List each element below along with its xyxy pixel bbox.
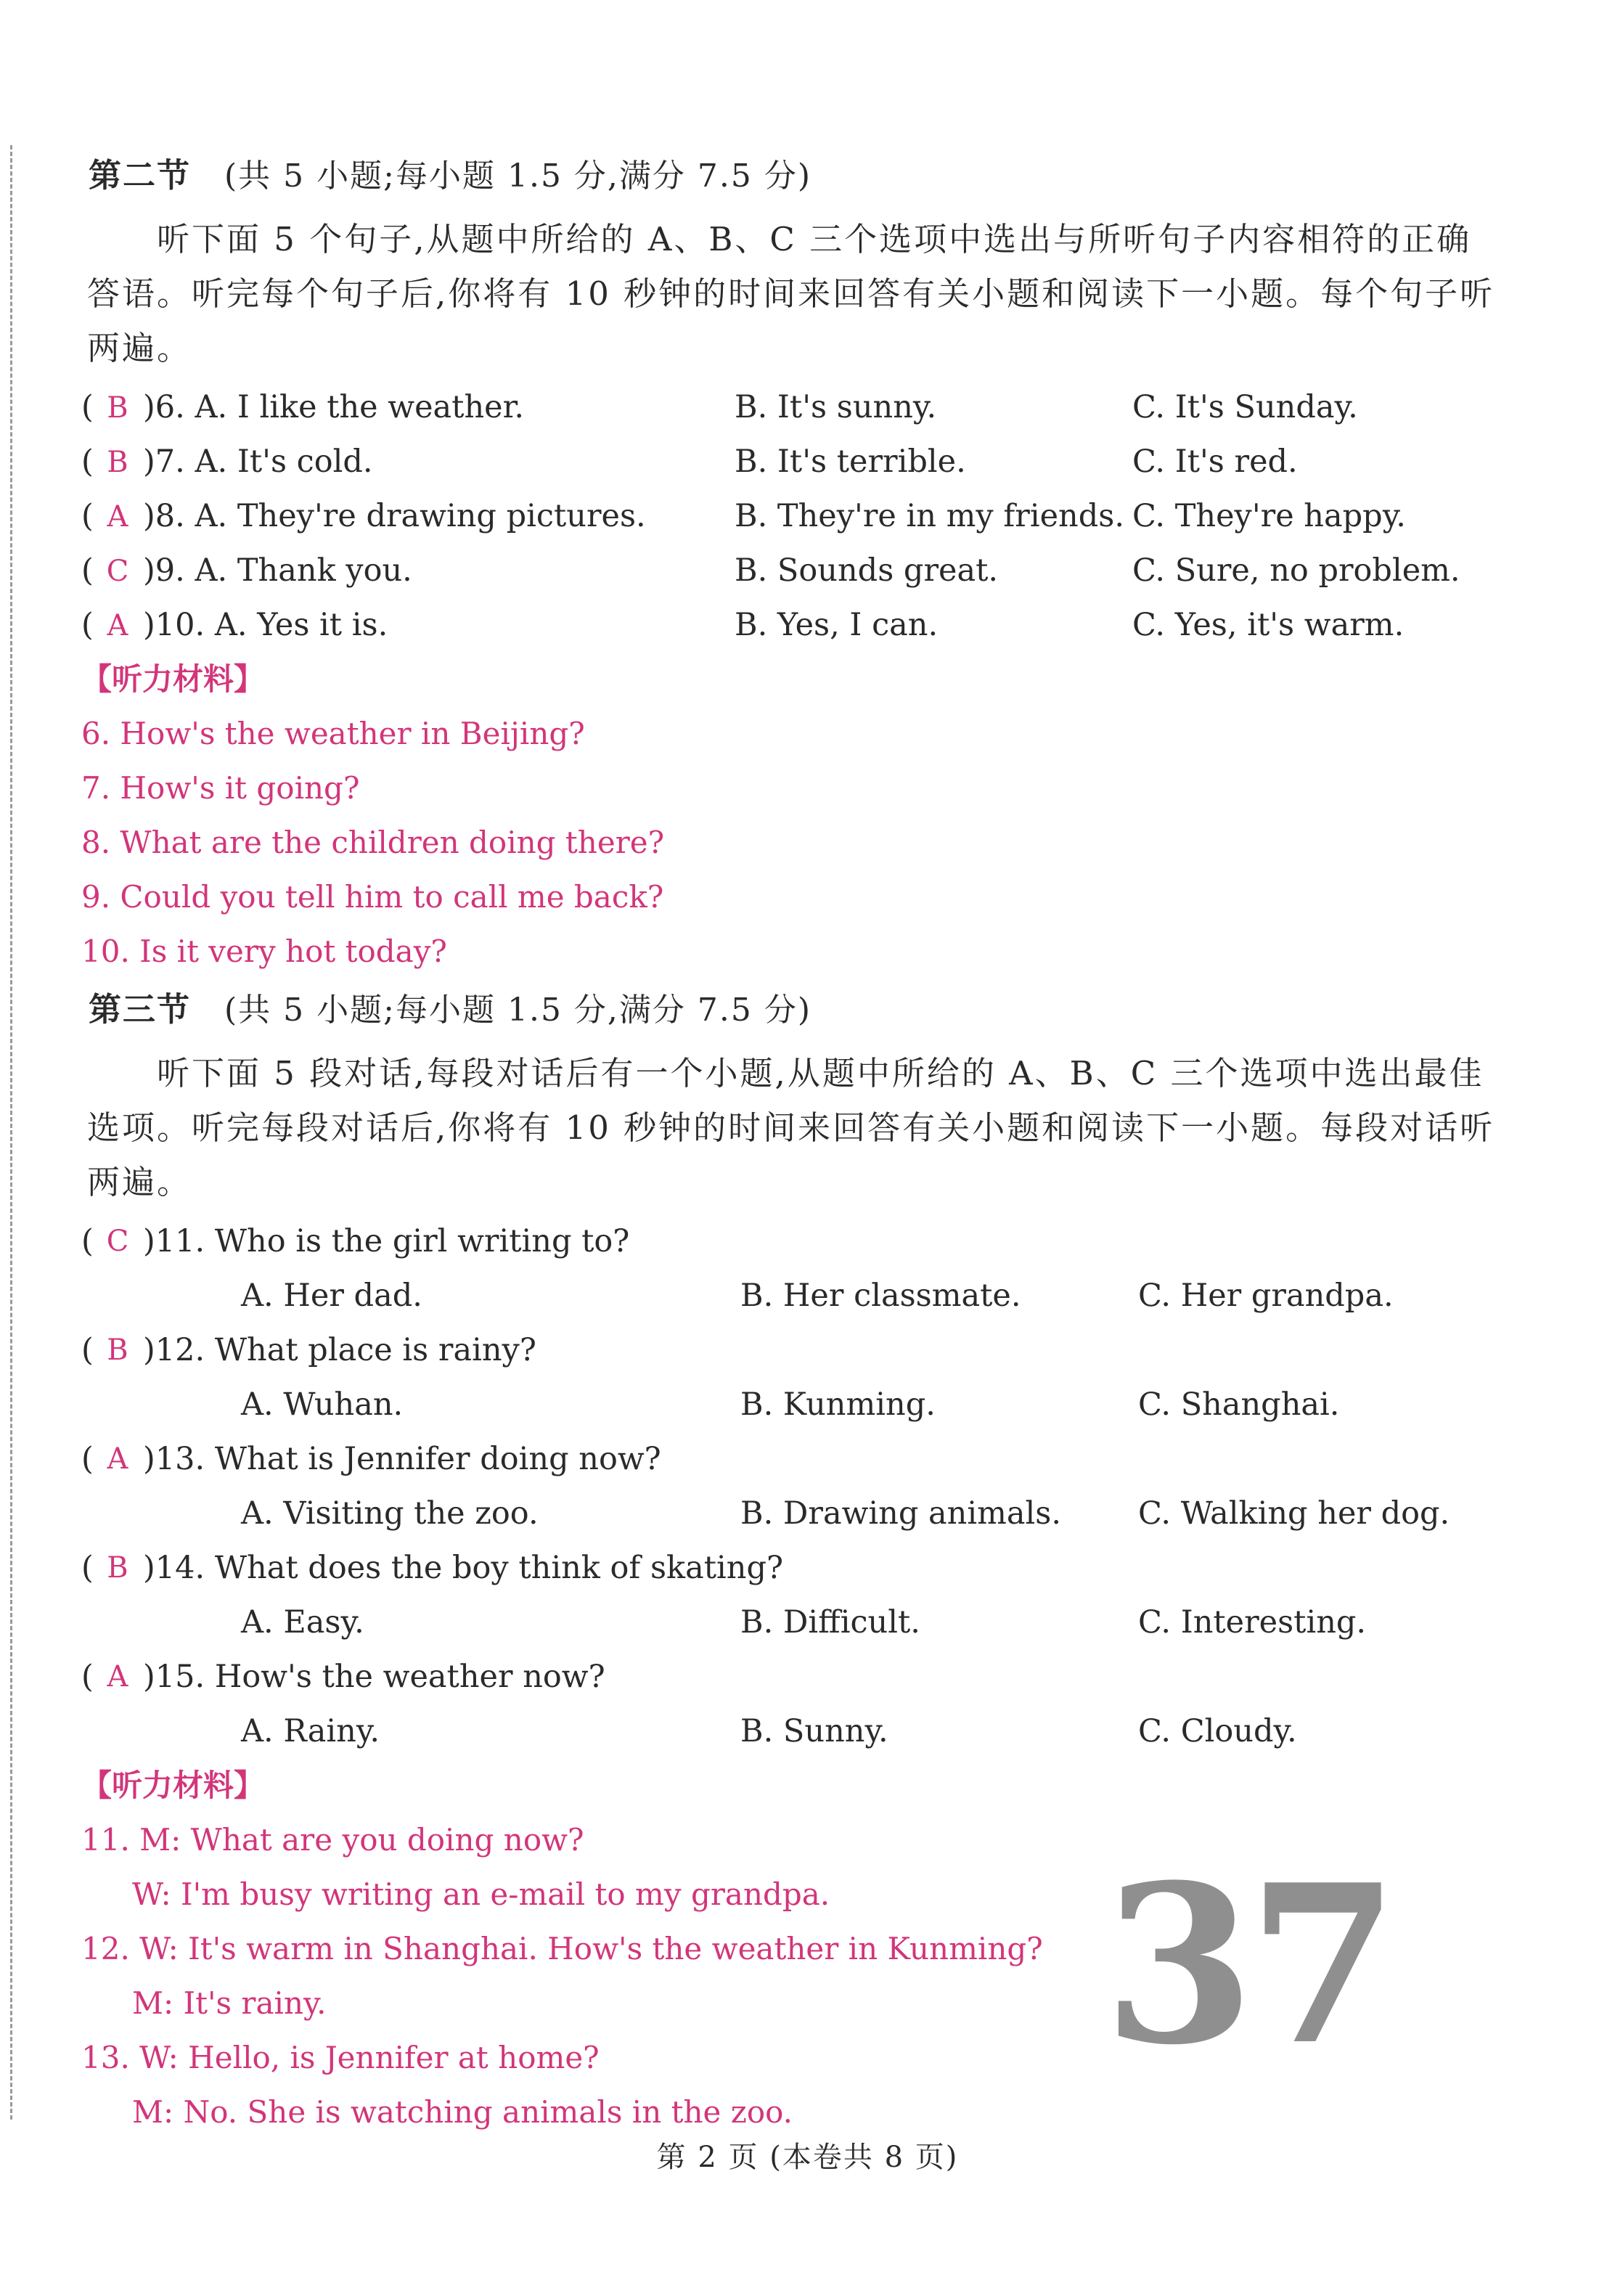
option-b: B. Yes, I can. <box>735 606 939 643</box>
answer-mark: C <box>106 554 129 588</box>
question-stem: )6. A. I like the weather. <box>143 388 525 425</box>
material-line: 7. How's it going? <box>81 770 360 806</box>
option-c: C. Sure, no problem. <box>1132 552 1460 589</box>
option-b: B. They're in my friends. <box>735 497 1125 534</box>
option-c: C. Shanghai. <box>1138 1386 1340 1423</box>
options-row <box>81 1486 1504 1540</box>
answer-mark: B <box>107 391 128 425</box>
section2-heading <box>89 149 1504 196</box>
answer-mark: B <box>107 445 128 479</box>
options-row <box>81 1595 1504 1649</box>
section2-material-label: 【听力材料】 <box>81 661 265 697</box>
material-line: 8. What are the children doing there? <box>81 825 665 860</box>
question-row: ( A )10. A. Yes it is. B. Yes, I can. C. Yes, it's warm. <box>81 597 1504 652</box>
option-c: C. Yes, it's warm. <box>1132 606 1405 643</box>
section2-note: (共 5 小题;每小题 1.5 分,满分 7.5 分) <box>224 158 812 195</box>
answer-mark: C <box>106 1224 129 1258</box>
question-stem: )11. Who is the girl writing to? <box>143 1222 630 1259</box>
option-a: A. Visiting the zoo. <box>241 1495 539 1532</box>
option-c: C. Her grandpa. <box>1138 1277 1394 1314</box>
option-b: B. Sounds great. <box>735 552 999 589</box>
question-row: ( B )14. What does the boy think of skating? <box>81 1549 784 1586</box>
option-c: C. Interesting. <box>1138 1603 1367 1641</box>
question-stem: )10. A. Yes it is. <box>143 606 388 643</box>
option-c: C. It's Sunday. <box>1132 388 1358 425</box>
question-stem: )12. What place is rainy? <box>143 1331 536 1368</box>
answer-mark: A <box>107 499 128 534</box>
material-line: 13. W: Hello, is Jennifer at home? <box>81 2040 600 2075</box>
option-b: B. Difficult. <box>740 1603 920 1641</box>
question-stem: )14. What does the boy think of skating? <box>143 1549 784 1586</box>
section3-instructions: 听下面 5 段对话,每段对话后有一个小题,从题中所给的 A、B、C 三个选项中选出最佳选项。听完每段对话后,你将有 10 秒钟的时间来回答有关小题和阅读下一小题。每段对话听两遍。 <box>87 1054 1495 1201</box>
answer-mark: A <box>107 1659 128 1694</box>
option-b: B. It's sunny. <box>735 388 937 425</box>
option-b: B. Kunming. <box>740 1386 936 1423</box>
section2-title: 第二节 <box>89 156 192 195</box>
material-line: 10. Is it very hot today? <box>81 933 447 969</box>
answer-mark: A <box>107 608 128 642</box>
section3-note: (共 5 小题;每小题 1.5 分,满分 7.5 分) <box>224 992 812 1029</box>
question-row: ( B )6. A. I like the weather. B. It's sunny. C. It's Sunday. <box>81 380 1504 434</box>
answer-mark: B <box>107 1551 128 1585</box>
question-row: ( A )15. How's the weather now? <box>81 1658 605 1695</box>
option-b: B. Sunny. <box>740 1712 888 1749</box>
options-row <box>81 1377 1504 1431</box>
option-c: C. Cloudy. <box>1138 1712 1297 1749</box>
material-line: W: I'm busy writing an e-mail to my grandpa. <box>132 1876 830 1912</box>
material-line: 12. W: It's warm in Shanghai. How's the weather in Kunming? <box>81 1931 1043 1966</box>
section3-question-list <box>81 1214 1504 1758</box>
page-stamp-number: 37 <box>1103 1837 1392 2093</box>
option-a: A. Wuhan. <box>241 1386 404 1423</box>
option-c: C. They're happy. <box>1132 497 1406 534</box>
question-stem: )13. What is Jennifer doing now? <box>143 1440 661 1477</box>
material-line: M: It's rainy. <box>132 1985 327 2021</box>
answer-mark: A <box>107 1442 128 1476</box>
question-row: ( A )8. A. They're drawing pictures. B. They're in my friends. C. They're happy. <box>81 489 1504 543</box>
material-line: 11. M: What are you doing now? <box>81 1822 584 1858</box>
question-row: ( A )13. What is Jennifer doing now? <box>81 1440 661 1477</box>
section2-instructions: 听下面 5 个句子,从题中所给的 A、B、C 三个选项中选出与所听句子内容相符的正确答语。听完每个句子后,你将有 10 秒钟的时间来回答有关小题和阅读下一小题。每个句子听两遍。 <box>87 220 1495 367</box>
option-a: A. Easy. <box>241 1603 364 1641</box>
material-line: 9. Could you tell him to call me back? <box>81 879 664 915</box>
binding-cut-line <box>10 145 12 2120</box>
question-row: ( B )7. A. It's cold. B. It's terrible. C. It's red. <box>81 434 1504 489</box>
option-a: A. Her dad. <box>241 1277 422 1314</box>
option-b: B. It's terrible. <box>735 443 966 480</box>
option-a: A. Rainy. <box>241 1712 380 1749</box>
question-row: ( C )9. A. Thank you. B. Sounds great. C. Sure, no problem. <box>81 543 1504 597</box>
option-c: C. Walking her dog. <box>1138 1495 1450 1532</box>
option-c: C. It's red. <box>1132 443 1298 480</box>
question-stem: )9. A. Thank you. <box>143 552 412 589</box>
question-stem: )15. How's the weather now? <box>143 1658 605 1695</box>
material-line: 6. How's the weather in Beijing? <box>81 716 585 751</box>
material-line: M: No. She is watching animals in the zoo. <box>132 2094 793 2130</box>
answer-mark: B <box>107 1333 128 1367</box>
option-b: B. Her classmate. <box>740 1277 1021 1314</box>
page-footer: 第 2 页 (本卷共 8 页) <box>656 2141 959 2174</box>
question-stem: )8. A. They're drawing pictures. <box>143 497 646 534</box>
option-b: B. Drawing animals. <box>740 1495 1062 1532</box>
section3-title: 第三节 <box>89 990 192 1029</box>
options-row <box>81 1704 1504 1758</box>
section3-material-label: 【听力材料】 <box>81 1768 265 1803</box>
question-row: ( B )12. What place is rainy? <box>81 1331 536 1368</box>
options-row <box>81 1268 1504 1323</box>
section2-question-list <box>81 380 1504 652</box>
question-row: ( C )11. Who is the girl writing to? <box>81 1222 630 1259</box>
section3-heading <box>89 983 1504 1030</box>
question-stem: )7. A. It's cold. <box>143 443 373 480</box>
